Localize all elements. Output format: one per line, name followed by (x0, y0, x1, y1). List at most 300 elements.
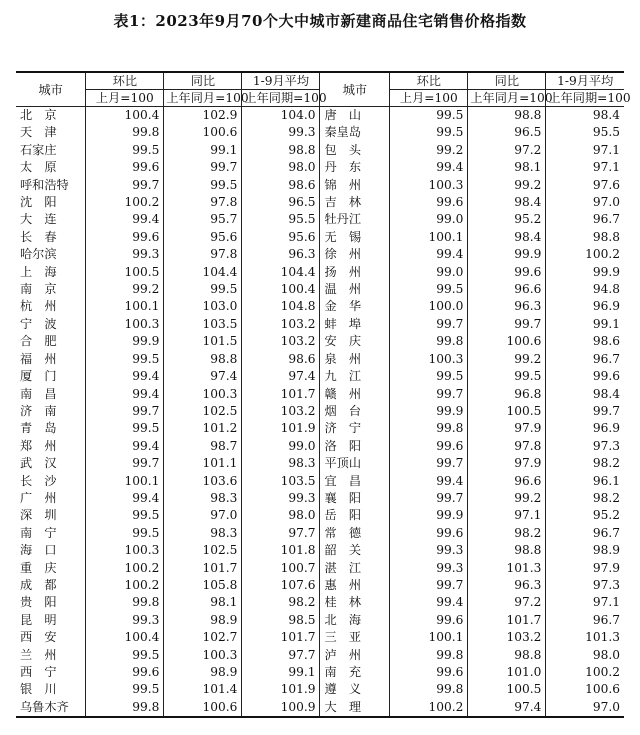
mom-value-cell: 99.6 (86, 664, 164, 681)
yoy-value-cell: 95.6 (164, 229, 242, 246)
ytd-value-cell: 98.6 (242, 177, 320, 194)
city-name-cell: 安 庆 (320, 333, 390, 350)
city-name-cell: 金 华 (320, 298, 390, 315)
ytd-value-cell: 97.7 (242, 647, 320, 664)
city-name-cell: 长 春 (16, 229, 86, 246)
yoy-value-cell: 97.1 (468, 507, 546, 524)
mom-value-cell: 99.0 (390, 211, 468, 228)
yoy-value-cell: 96.6 (468, 473, 546, 490)
yoy-value-cell: 96.5 (468, 124, 546, 141)
yoy-value-cell: 98.8 (164, 351, 242, 368)
city-name-cell: 郑 州 (16, 438, 86, 455)
city-name-cell: 徐 州 (320, 246, 390, 263)
table-body (16, 107, 624, 718)
ytd-value-cell: 101.7 (242, 386, 320, 403)
mom-value-cell: 99.8 (86, 699, 164, 717)
ytd-value-cell: 98.2 (242, 594, 320, 611)
yoy-value-cell: 102.5 (164, 542, 242, 559)
mom-value-cell: 99.3 (86, 246, 164, 263)
yoy-value-cell: 97.8 (164, 194, 242, 211)
yoy-value-cell: 100.5 (468, 681, 546, 698)
mom-value-cell: 99.4 (86, 386, 164, 403)
city-name-cell: 常 德 (320, 525, 390, 542)
ytd-value-cell: 104.0 (242, 107, 320, 125)
mom-value-cell: 99.6 (390, 612, 468, 629)
yoy-value-cell: 97.0 (164, 507, 242, 524)
ytd-value-cell: 101.3 (546, 629, 624, 646)
ytd-value-cell: 100.6 (546, 681, 624, 698)
table-row (16, 142, 624, 159)
yoy-value-cell: 98.9 (164, 664, 242, 681)
table-row (16, 351, 624, 368)
header-ytd-base-left: 上年同期=100 (242, 90, 320, 107)
yoy-value-cell: 101.7 (164, 560, 242, 577)
city-name-cell: 兰 州 (16, 647, 86, 664)
yoy-value-cell: 98.8 (468, 647, 546, 664)
mom-value-cell: 99.4 (390, 473, 468, 490)
mom-value-cell: 99.4 (86, 490, 164, 507)
city-name-cell: 呼和浩特 (16, 177, 86, 194)
yoy-value-cell: 100.5 (468, 403, 546, 420)
header-yoy-base-right: 上年同月=100 (468, 90, 546, 107)
mom-value-cell: 99.3 (390, 542, 468, 559)
city-name-cell: 泉 州 (320, 351, 390, 368)
city-name-cell: 上 海 (16, 264, 86, 281)
yoy-value-cell: 103.0 (164, 298, 242, 315)
mom-value-cell: 100.4 (86, 629, 164, 646)
mom-value-cell: 99.5 (86, 681, 164, 698)
yoy-value-cell: 100.6 (468, 333, 546, 350)
mom-value-cell: 99.5 (86, 507, 164, 524)
yoy-value-cell: 96.3 (468, 577, 546, 594)
city-name-cell: 秦皇岛 (320, 124, 390, 141)
yoy-value-cell: 100.3 (164, 647, 242, 664)
mom-value-cell: 99.8 (390, 333, 468, 350)
ytd-value-cell: 98.6 (546, 333, 624, 350)
yoy-value-cell: 101.0 (468, 664, 546, 681)
yoy-value-cell: 98.2 (468, 525, 546, 542)
mom-value-cell: 99.2 (86, 281, 164, 298)
mom-value-cell: 99.0 (390, 264, 468, 281)
yoy-value-cell: 99.9 (468, 246, 546, 263)
yoy-value-cell: 96.6 (468, 281, 546, 298)
mom-value-cell: 99.6 (390, 438, 468, 455)
yoy-value-cell: 99.5 (164, 177, 242, 194)
mom-value-cell: 99.6 (390, 194, 468, 211)
ytd-value-cell: 99.0 (242, 438, 320, 455)
table-row (16, 647, 624, 664)
table-row (16, 438, 624, 455)
ytd-value-cell: 97.6 (546, 177, 624, 194)
city-name-cell: 海 口 (16, 542, 86, 559)
ytd-value-cell: 96.7 (546, 211, 624, 228)
mom-value-cell: 100.1 (390, 629, 468, 646)
yoy-value-cell: 97.8 (164, 246, 242, 263)
ytd-value-cell: 100.9 (242, 699, 320, 717)
city-name-cell: 烟 台 (320, 403, 390, 420)
city-name-cell: 大 连 (16, 211, 86, 228)
yoy-value-cell: 99.7 (164, 159, 242, 176)
yoy-value-cell: 102.9 (164, 107, 242, 125)
city-name-cell: 宜 昌 (320, 473, 390, 490)
mom-value-cell: 99.2 (390, 142, 468, 159)
city-name-cell: 赣 州 (320, 386, 390, 403)
ytd-value-cell: 97.0 (546, 194, 624, 211)
yoy-value-cell: 98.4 (468, 194, 546, 211)
header-yoy-base-left: 上年同月=100 (164, 90, 242, 107)
mom-value-cell: 99.4 (86, 211, 164, 228)
city-name-cell: 西 宁 (16, 664, 86, 681)
mom-value-cell: 100.0 (390, 298, 468, 315)
yoy-value-cell: 98.1 (164, 594, 242, 611)
ytd-value-cell: 97.1 (546, 159, 624, 176)
city-name-cell: 贵 阳 (16, 594, 86, 611)
table-row (16, 525, 624, 542)
yoy-value-cell: 98.4 (468, 229, 546, 246)
mom-value-cell: 100.3 (390, 177, 468, 194)
ytd-value-cell: 97.1 (546, 142, 624, 159)
ytd-value-cell: 98.8 (242, 142, 320, 159)
header-city-left: 城市 (16, 72, 86, 107)
ytd-value-cell: 98.4 (546, 386, 624, 403)
city-name-cell: 哈尔滨 (16, 246, 86, 263)
mom-value-cell: 99.7 (86, 403, 164, 420)
ytd-value-cell: 107.6 (242, 577, 320, 594)
mom-value-cell: 99.6 (86, 229, 164, 246)
city-name-cell: 襄 阳 (320, 490, 390, 507)
ytd-value-cell: 103.2 (242, 403, 320, 420)
ytd-value-cell: 96.7 (546, 525, 624, 542)
ytd-value-cell: 98.8 (546, 229, 624, 246)
city-name-cell: 成 都 (16, 577, 86, 594)
ytd-value-cell: 99.1 (546, 316, 624, 333)
city-name-cell: 南 充 (320, 664, 390, 681)
yoy-value-cell: 97.9 (468, 455, 546, 472)
ytd-value-cell: 103.2 (242, 316, 320, 333)
city-name-cell: 桂 林 (320, 594, 390, 611)
mom-value-cell: 99.5 (86, 142, 164, 159)
ytd-value-cell: 101.9 (242, 420, 320, 437)
mom-value-cell: 99.8 (390, 420, 468, 437)
yoy-value-cell: 101.5 (164, 333, 242, 350)
mom-value-cell: 99.5 (86, 351, 164, 368)
mom-value-cell: 99.7 (86, 177, 164, 194)
city-name-cell: 昆 明 (16, 612, 86, 629)
ytd-value-cell: 97.3 (546, 438, 624, 455)
table-row (16, 664, 624, 681)
yoy-value-cell: 98.1 (468, 159, 546, 176)
city-name-cell: 牡丹江 (320, 211, 390, 228)
ytd-value-cell: 97.1 (546, 594, 624, 611)
ytd-value-cell: 104.4 (242, 264, 320, 281)
table-row (16, 386, 624, 403)
header-city-right: 城市 (320, 72, 390, 107)
city-name-cell: 洛 阳 (320, 438, 390, 455)
mom-value-cell: 99.7 (390, 455, 468, 472)
table-row (16, 455, 624, 472)
mom-value-cell: 99.8 (86, 124, 164, 141)
ytd-value-cell: 98.4 (546, 107, 624, 125)
ytd-value-cell: 97.3 (546, 577, 624, 594)
yoy-value-cell: 101.2 (164, 420, 242, 437)
mom-value-cell: 99.9 (86, 333, 164, 350)
yoy-value-cell: 103.6 (164, 473, 242, 490)
mom-value-cell: 99.6 (390, 525, 468, 542)
city-name-cell: 北 海 (320, 612, 390, 629)
ytd-value-cell: 98.6 (242, 351, 320, 368)
yoy-value-cell: 99.2 (468, 177, 546, 194)
ytd-value-cell: 98.9 (546, 542, 624, 559)
yoy-value-cell: 96.3 (468, 298, 546, 315)
city-name-cell: 深 圳 (16, 507, 86, 524)
city-name-cell: 武 汉 (16, 455, 86, 472)
city-name-cell: 蚌 埠 (320, 316, 390, 333)
header-mom-base-right: 上月=100 (390, 90, 468, 107)
city-name-cell: 乌鲁木齐 (16, 699, 86, 717)
table-row (16, 681, 624, 698)
city-name-cell: 福 州 (16, 351, 86, 368)
mom-value-cell: 100.2 (86, 560, 164, 577)
yoy-value-cell: 102.5 (164, 403, 242, 420)
yoy-value-cell: 99.2 (468, 490, 546, 507)
mom-value-cell: 100.2 (390, 699, 468, 717)
yoy-value-cell: 101.7 (468, 612, 546, 629)
city-name-cell: 天 津 (16, 124, 86, 141)
ytd-value-cell: 99.1 (242, 664, 320, 681)
header-ytd-left: 1-9月平均 (242, 72, 320, 90)
table-row (16, 368, 624, 385)
ytd-value-cell: 96.9 (546, 298, 624, 315)
yoy-value-cell: 99.5 (164, 281, 242, 298)
table-row (16, 577, 624, 594)
mom-value-cell: 99.4 (390, 594, 468, 611)
yoy-value-cell: 95.2 (468, 211, 546, 228)
table-row (16, 507, 624, 524)
mom-value-cell: 99.4 (390, 246, 468, 263)
ytd-value-cell: 98.2 (546, 490, 624, 507)
ytd-value-cell: 103.5 (242, 473, 320, 490)
mom-value-cell: 99.5 (390, 124, 468, 141)
city-name-cell: 惠 州 (320, 577, 390, 594)
ytd-value-cell: 95.6 (242, 229, 320, 246)
city-name-cell: 九 江 (320, 368, 390, 385)
city-name-cell: 吉 林 (320, 194, 390, 211)
yoy-value-cell: 98.7 (164, 438, 242, 455)
city-name-cell: 太 原 (16, 159, 86, 176)
yoy-value-cell: 103.2 (468, 629, 546, 646)
mom-value-cell: 99.7 (86, 455, 164, 472)
yoy-value-cell: 98.3 (164, 525, 242, 542)
city-name-cell: 丹 东 (320, 159, 390, 176)
city-name-cell: 银 川 (16, 681, 86, 698)
city-name-cell: 泸 州 (320, 647, 390, 664)
table-row (16, 159, 624, 176)
yoy-value-cell: 96.8 (468, 386, 546, 403)
mom-value-cell: 99.8 (390, 647, 468, 664)
city-name-cell: 包 头 (320, 142, 390, 159)
city-name-cell: 大 理 (320, 699, 390, 717)
yoy-value-cell: 98.3 (164, 490, 242, 507)
header-ytd-base-right: 上年同期=100 (546, 90, 624, 107)
table-row (16, 699, 624, 717)
ytd-value-cell: 100.7 (242, 560, 320, 577)
yoy-value-cell: 104.4 (164, 264, 242, 281)
city-name-cell: 北 京 (16, 107, 86, 125)
yoy-value-cell: 98.8 (468, 542, 546, 559)
ytd-value-cell: 97.7 (242, 525, 320, 542)
yoy-value-cell: 100.3 (164, 386, 242, 403)
ytd-value-cell: 98.0 (242, 159, 320, 176)
city-name-cell: 济 南 (16, 403, 86, 420)
table-row (16, 473, 624, 490)
mom-value-cell: 99.9 (390, 507, 468, 524)
ytd-value-cell: 96.3 (242, 246, 320, 263)
ytd-value-cell: 95.5 (242, 211, 320, 228)
table-row (16, 629, 624, 646)
mom-value-cell: 99.8 (390, 681, 468, 698)
yoy-value-cell: 101.3 (468, 560, 546, 577)
mom-value-cell: 99.4 (390, 159, 468, 176)
table-title: 表1：2023年9月70个大中城市新建商品住宅销售价格指数 (113, 12, 527, 30)
mom-value-cell: 100.1 (86, 473, 164, 490)
mom-value-cell: 99.6 (86, 159, 164, 176)
header-ytd-right: 1-9月平均 (546, 72, 624, 90)
mom-value-cell: 99.7 (390, 490, 468, 507)
city-name-cell: 石家庄 (16, 142, 86, 159)
table-row (16, 420, 624, 437)
city-name-cell: 无 锡 (320, 229, 390, 246)
mom-value-cell: 99.6 (390, 664, 468, 681)
city-name-cell: 杭 州 (16, 298, 86, 315)
city-name-cell: 厦 门 (16, 368, 86, 385)
city-name-cell: 湛 江 (320, 560, 390, 577)
city-name-cell: 宁 波 (16, 316, 86, 333)
table-row (16, 177, 624, 194)
mom-value-cell: 99.5 (390, 368, 468, 385)
yoy-value-cell: 98.8 (468, 107, 546, 125)
city-name-cell: 韶 关 (320, 542, 390, 559)
mom-value-cell: 100.3 (390, 351, 468, 368)
city-name-cell: 南 京 (16, 281, 86, 298)
ytd-value-cell: 97.9 (546, 560, 624, 577)
mom-value-cell: 100.5 (86, 264, 164, 281)
ytd-value-cell: 100.4 (242, 281, 320, 298)
mom-value-cell: 100.4 (86, 107, 164, 125)
ytd-value-cell: 100.2 (546, 246, 624, 263)
ytd-value-cell: 99.9 (546, 264, 624, 281)
table-row (16, 107, 624, 125)
yoy-value-cell: 97.4 (164, 368, 242, 385)
yoy-value-cell: 99.7 (468, 316, 546, 333)
mom-value-cell: 99.7 (390, 386, 468, 403)
mom-value-cell: 99.5 (390, 107, 468, 125)
ytd-value-cell: 99.6 (546, 368, 624, 385)
ytd-value-cell: 94.8 (546, 281, 624, 298)
table-row (16, 333, 624, 350)
yoy-value-cell: 105.8 (164, 577, 242, 594)
city-name-cell: 平顶山 (320, 455, 390, 472)
ytd-value-cell: 99.7 (546, 403, 624, 420)
table-row (16, 264, 624, 281)
yoy-value-cell: 97.2 (468, 142, 546, 159)
mom-value-cell: 99.3 (86, 612, 164, 629)
yoy-value-cell: 103.5 (164, 316, 242, 333)
city-name-cell: 锦 州 (320, 177, 390, 194)
ytd-value-cell: 95.2 (546, 507, 624, 524)
mom-value-cell: 99.5 (86, 647, 164, 664)
ytd-value-cell: 98.5 (242, 612, 320, 629)
yoy-value-cell: 100.6 (164, 124, 242, 141)
city-name-cell: 遵 义 (320, 681, 390, 698)
yoy-value-cell: 99.1 (164, 142, 242, 159)
ytd-value-cell: 96.5 (242, 194, 320, 211)
ytd-value-cell: 96.1 (546, 473, 624, 490)
ytd-value-cell: 95.5 (546, 124, 624, 141)
price-index-table (16, 71, 631, 718)
mom-value-cell: 99.4 (86, 438, 164, 455)
yoy-value-cell: 101.4 (164, 681, 242, 698)
table-row (16, 124, 624, 141)
city-name-cell: 重 庆 (16, 560, 86, 577)
yoy-value-cell: 97.9 (468, 420, 546, 437)
ytd-value-cell: 96.7 (546, 351, 624, 368)
ytd-value-cell: 97.0 (546, 699, 624, 717)
ytd-value-cell: 98.0 (242, 507, 320, 524)
yoy-value-cell: 99.6 (468, 264, 546, 281)
header-mom-right: 环比 (390, 72, 468, 90)
table-row (16, 194, 624, 211)
table-row (16, 246, 624, 263)
mom-value-cell: 100.2 (86, 194, 164, 211)
city-name-cell: 沈 阳 (16, 194, 86, 211)
table-row (16, 560, 624, 577)
ytd-value-cell: 96.9 (546, 420, 624, 437)
table-row (16, 316, 624, 333)
city-name-cell: 合 肥 (16, 333, 86, 350)
table-row (16, 281, 624, 298)
yoy-value-cell: 97.8 (468, 438, 546, 455)
header-mom-left: 环比 (86, 72, 164, 90)
table-row (16, 229, 624, 246)
city-name-cell: 青 岛 (16, 420, 86, 437)
city-name-cell: 广 州 (16, 490, 86, 507)
ytd-value-cell: 98.2 (546, 455, 624, 472)
header-mom-base-left: 上月=100 (86, 90, 164, 107)
ytd-value-cell: 103.2 (242, 333, 320, 350)
mom-value-cell: 99.5 (86, 420, 164, 437)
city-name-cell: 长 沙 (16, 473, 86, 490)
mom-value-cell: 99.7 (390, 316, 468, 333)
city-name-cell: 济 宁 (320, 420, 390, 437)
city-name-cell: 南 宁 (16, 525, 86, 542)
city-name-cell: 三 亚 (320, 629, 390, 646)
table-row (16, 298, 624, 315)
mom-value-cell: 99.5 (390, 281, 468, 298)
ytd-value-cell: 101.9 (242, 681, 320, 698)
header-yoy-right: 同比 (468, 72, 546, 90)
ytd-value-cell: 96.7 (546, 612, 624, 629)
ytd-value-cell: 99.3 (242, 490, 320, 507)
mom-value-cell: 99.7 (390, 577, 468, 594)
mom-value-cell: 99.4 (86, 368, 164, 385)
yoy-value-cell: 97.2 (468, 594, 546, 611)
city-name-cell: 唐 山 (320, 107, 390, 125)
table-row (16, 594, 624, 611)
mom-value-cell: 99.5 (86, 525, 164, 542)
header-yoy-left: 同比 (164, 72, 242, 90)
city-name-cell: 岳 阳 (320, 507, 390, 524)
yoy-value-cell: 102.7 (164, 629, 242, 646)
